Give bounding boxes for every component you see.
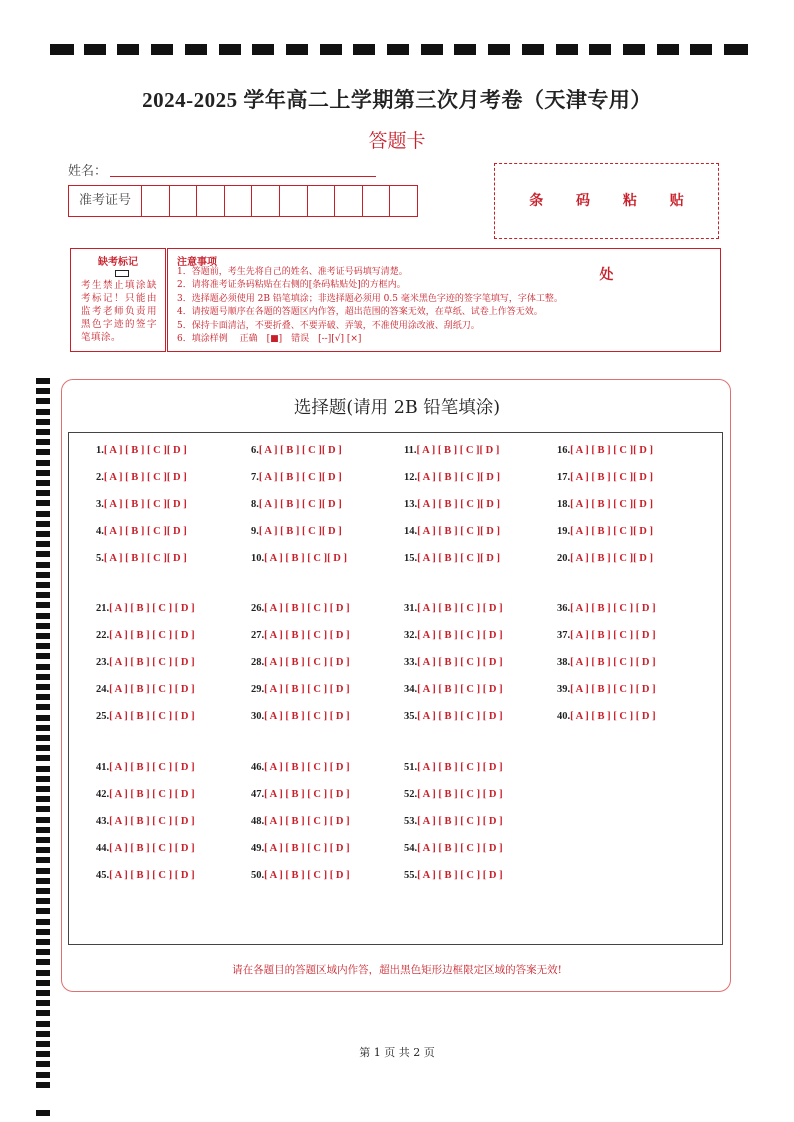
registration-mark: [36, 888, 50, 894]
answer-options[interactable]: [ A ] [ B ] [ C ][ D ]: [570, 445, 653, 456]
question-number: 13.: [404, 499, 418, 510]
registration-mark: [36, 919, 50, 925]
answer-options[interactable]: [ A ] [ B ] [ C ] [ D ]: [109, 816, 195, 827]
question-number: 42.: [96, 789, 110, 800]
question-number: 30.: [251, 711, 265, 722]
answer-options[interactable]: [ A ] [ B ] [ C ] [ D ]: [417, 603, 503, 614]
answer-options[interactable]: [ A ] [ B ] [ C ][ D ]: [103, 553, 187, 564]
registration-mark: [36, 827, 50, 833]
registration-mark: [353, 44, 375, 55]
registration-mark: [151, 44, 173, 55]
notes-box: [167, 248, 721, 352]
question-2[interactable]: [96, 472, 187, 483]
answer-options[interactable]: [ A ] [ B ] [ C ] [ D ]: [570, 684, 656, 695]
question-7[interactable]: [251, 472, 342, 483]
question-number: 24.: [96, 684, 110, 695]
question-47[interactable]: [251, 789, 350, 800]
answer-options[interactable]: [ A ] [ B ] [ C ] [ D ]: [264, 657, 350, 668]
registration-mark: [623, 44, 645, 55]
answer-options[interactable]: [ A ] [ B ] [ C ][ D ]: [103, 472, 187, 483]
answer-options[interactable]: [ A ] [ B ] [ C ] [ D ]: [264, 603, 350, 614]
registration-mark: [36, 745, 50, 751]
registration-mark: [36, 602, 50, 608]
answer-options[interactable]: [ A ] [ B ] [ C ][ D ]: [264, 553, 347, 564]
question-34[interactable]: [404, 684, 503, 695]
registration-mark: [36, 1061, 50, 1067]
question-number: 27.: [251, 630, 265, 641]
registration-mark: [36, 980, 50, 986]
registration-mark: [454, 44, 476, 55]
question-17[interactable]: [557, 472, 653, 483]
answer-options[interactable]: [ A ] [ B ] [ C ] [ D ]: [264, 684, 350, 695]
question-3[interactable]: [96, 499, 187, 510]
question-41[interactable]: [96, 762, 195, 773]
registration-mark: [657, 44, 679, 55]
answer-options[interactable]: [ A ] [ B ] [ C ] [ D ]: [109, 762, 195, 773]
question-number: 54.: [404, 843, 418, 854]
question-37[interactable]: [557, 630, 656, 641]
answer-options[interactable]: [ A ] [ B ] [ C ] [ D ]: [417, 657, 503, 668]
question-52[interactable]: [404, 789, 503, 800]
question-1[interactable]: [96, 445, 187, 456]
answer-options[interactable]: [ A ] [ B ] [ C ][ D ]: [258, 526, 342, 537]
question-31[interactable]: [404, 603, 503, 614]
registration-mark: [36, 1082, 50, 1088]
question-23[interactable]: [96, 657, 195, 668]
question-number: 53.: [404, 816, 418, 827]
note-item: 3．选择题必须使用 2B 铅笔填涂；非选择题必须用 0.5 毫米黑色字迹的签字笔填写，字体工整。: [177, 293, 563, 304]
registration-mark: [36, 908, 50, 914]
question-number: 45.: [96, 870, 110, 881]
question-number: 33.: [404, 657, 418, 668]
registration-mark: [36, 766, 50, 772]
note-item: 1．答题前，考生先将自己的姓名、准考证号码填写清楚。: [177, 267, 408, 277]
registration-mark: [36, 857, 50, 863]
question-15[interactable]: [404, 553, 500, 564]
question-12[interactable]: [404, 472, 500, 483]
registration-mark: [36, 817, 50, 823]
registration-mark: [36, 470, 50, 476]
registration-mark: [556, 44, 578, 55]
question-number: 36.: [557, 603, 571, 614]
barcode-area: [494, 163, 719, 283]
question-number: 1.: [96, 445, 104, 456]
question-25[interactable]: [96, 711, 195, 722]
answer-options[interactable]: [ A ] [ B ] [ C ][ D ]: [103, 526, 187, 537]
registration-mark: [36, 653, 50, 659]
question-number: 14.: [404, 526, 418, 537]
answer-options[interactable]: [ A ] [ B ] [ C ][ D ]: [417, 526, 500, 537]
registration-mark: [36, 837, 50, 843]
registration-mark: [36, 521, 50, 527]
registration-mark: [36, 796, 50, 802]
question-8[interactable]: [251, 499, 342, 510]
question-38[interactable]: [557, 657, 656, 668]
answer-options[interactable]: [ A ] [ B ] [ C ] [ D ]: [417, 816, 503, 827]
registration-mark: [36, 1000, 50, 1006]
answer-options[interactable]: [ A ] [ B ] [ C ] [ D ]: [264, 816, 350, 827]
answer-options[interactable]: [ A ] [ B ] [ C ][ D ]: [103, 499, 187, 510]
question-number: 52.: [404, 789, 418, 800]
exam-id-digit-box[interactable]: [335, 186, 363, 216]
registration-mark: [36, 929, 50, 935]
question-46[interactable]: [251, 762, 350, 773]
question-6[interactable]: [251, 445, 342, 456]
question-24[interactable]: [96, 684, 195, 695]
registration-mark: [36, 868, 50, 874]
registration-mark: [36, 878, 50, 884]
registration-mark: [36, 776, 50, 782]
question-45[interactable]: [96, 870, 195, 881]
answer-options[interactable]: [ A ] [ B ] [ C ][ D ]: [570, 553, 653, 564]
name-label: 姓名：: [68, 164, 108, 179]
question-55[interactable]: [404, 870, 503, 881]
page-number: 第 1 页 共 2 页: [359, 1046, 435, 1059]
question-number: 26.: [251, 603, 265, 614]
registration-mark: [36, 664, 50, 670]
question-20[interactable]: [557, 553, 653, 564]
registration-mark: [36, 531, 50, 537]
answer-options[interactable]: [ A ] [ B ] [ C ] [ D ]: [264, 789, 350, 800]
question-53[interactable]: [404, 816, 503, 827]
registration-mark: [36, 786, 50, 792]
answer-options[interactable]: [ A ] [ B ] [ C ][ D ]: [417, 472, 500, 483]
question-number: 51.: [404, 762, 418, 773]
answer-options[interactable]: [ A ] [ B ] [ C ] [ D ]: [109, 711, 195, 722]
question-number: 48.: [251, 816, 265, 827]
question-11[interactable]: [404, 445, 499, 456]
registration-mark: [219, 44, 241, 55]
question-number: 5.: [96, 553, 104, 564]
question-number: 37.: [557, 630, 571, 641]
answer-options[interactable]: [ A ] [ B ] [ C ][ D ]: [258, 499, 342, 510]
question-number: 29.: [251, 684, 265, 695]
registration-mark: [522, 44, 544, 55]
absent-mark-box: [70, 248, 166, 352]
registration-mark: [724, 44, 748, 55]
question-number: 22.: [96, 630, 110, 641]
question-number: 32.: [404, 630, 418, 641]
question-number: 19.: [557, 526, 571, 537]
registration-mark: [252, 44, 274, 55]
registration-mark: [36, 551, 50, 557]
exam-id-digit-box[interactable]: [363, 186, 391, 216]
question-27[interactable]: [251, 630, 350, 641]
answer-options[interactable]: [ A ] [ B ] [ C ][ D ]: [103, 445, 187, 456]
registration-mark: [320, 44, 342, 55]
absent-mark-title: 缺考标记: [98, 257, 138, 268]
exam-id-digit-box[interactable]: [225, 186, 253, 216]
answer-options[interactable]: [ A ] [ B ] [ C ] [ D ]: [570, 657, 656, 668]
registration-mark: [36, 419, 50, 425]
question-number: 46.: [251, 762, 265, 773]
exam-id-digit-box[interactable]: [170, 186, 198, 216]
question-number: 34.: [404, 684, 418, 695]
question-35[interactable]: [404, 711, 503, 722]
answer-options[interactable]: [ A ] [ B ] [ C ] [ D ]: [264, 870, 350, 881]
question-number: 38.: [557, 657, 571, 668]
registration-mark: [36, 847, 50, 853]
exam-id-digit-box[interactable]: [280, 186, 308, 216]
question-number: 21.: [96, 603, 110, 614]
registration-mark: [36, 439, 50, 445]
question-28[interactable]: [251, 657, 350, 668]
question-number: 44.: [96, 843, 110, 854]
question-50[interactable]: [251, 870, 350, 881]
exam-id-digit-box[interactable]: [390, 186, 417, 216]
question-42[interactable]: [96, 789, 195, 800]
registration-mark: [36, 582, 50, 588]
question-number: 17.: [557, 472, 571, 483]
question-32[interactable]: [404, 630, 503, 641]
registration-mark: [387, 44, 409, 55]
question-54[interactable]: [404, 843, 503, 854]
answer-options[interactable]: [ A ] [ B ] [ C ] [ D ]: [109, 630, 195, 641]
exam-id-digit-box[interactable]: [252, 186, 280, 216]
answer-options[interactable]: [ A ] [ B ] [ C ] [ D ]: [417, 843, 503, 854]
registration-mark: [36, 1021, 50, 1027]
registration-mark: [36, 990, 50, 996]
exam-id-digit-box[interactable]: [308, 186, 336, 216]
question-number: 35.: [404, 711, 418, 722]
registration-mark: [36, 562, 50, 568]
registration-mark: [36, 572, 50, 578]
answer-options[interactable]: [ A ] [ B ] [ C ] [ D ]: [109, 657, 195, 668]
answer-options[interactable]: [ A ] [ B ] [ C ] [ D ]: [264, 843, 350, 854]
exam-id-label: 准考证号: [69, 186, 142, 216]
answer-options[interactable]: [ A ] [ B ] [ C ][ D ]: [258, 445, 342, 456]
answer-options[interactable]: [ A ] [ B ] [ C ] [ D ]: [417, 711, 503, 722]
question-number: 43.: [96, 816, 110, 827]
note-item: 6．填涂样例 正确 [■] 错误 [--][√] [×]: [177, 334, 362, 345]
question-number: 31.: [404, 603, 418, 614]
top-registration-strip: [50, 44, 746, 56]
question-number: 16.: [557, 445, 571, 456]
choice-footer-warning: 请在各题目的答题区域内作答，超出黑色矩形边框限定区域的答案无效!: [232, 964, 562, 976]
registration-mark: [36, 460, 50, 466]
question-number: 49.: [251, 843, 265, 854]
registration-mark: [36, 1072, 50, 1078]
question-33[interactable]: [404, 657, 503, 668]
question-number: 9.: [251, 526, 259, 537]
registration-mark: [36, 674, 50, 680]
question-number: 15.: [404, 553, 418, 564]
question-number: 20.: [557, 553, 571, 564]
question-43[interactable]: [96, 816, 195, 827]
absent-mark-bubble[interactable]: [115, 270, 129, 277]
registration-mark: [36, 511, 50, 517]
registration-mark: [84, 44, 106, 55]
question-number: 47.: [251, 789, 265, 800]
registration-mark: [36, 898, 50, 904]
registration-mark: [36, 1110, 50, 1116]
notes-list: [177, 266, 563, 346]
question-48[interactable]: [251, 816, 350, 827]
registration-mark: [36, 1031, 50, 1037]
registration-mark: [589, 44, 611, 55]
registration-mark: [117, 44, 139, 55]
question-number: 7.: [251, 472, 259, 483]
exam-id-digit-box[interactable]: [142, 186, 170, 216]
answer-options[interactable]: [ A ] [ B ] [ C ][ D ]: [570, 499, 653, 510]
question-number: 4.: [96, 526, 104, 537]
registration-mark: [36, 500, 50, 506]
note-item: 5．保持卡面清洁，不要折叠、不要弄破、弄皱，不准使用涂改液、刮纸刀。: [177, 320, 480, 331]
question-4[interactable]: [96, 526, 187, 537]
registration-mark: [36, 643, 50, 649]
question-26[interactable]: [251, 603, 350, 614]
question-40[interactable]: [557, 711, 656, 722]
registration-mark: [36, 704, 50, 710]
registration-mark: [36, 449, 50, 455]
answer-options[interactable]: [ A ] [ B ] [ C ] [ D ]: [264, 762, 350, 773]
answer-options[interactable]: [ A ] [ B ] [ C ] [ D ]: [417, 870, 503, 881]
registration-mark: [36, 694, 50, 700]
registration-mark: [36, 684, 50, 690]
registration-mark: [286, 44, 308, 55]
question-number: 2.: [96, 472, 104, 483]
answer-options[interactable]: [ A ] [ B ] [ C ][ D ]: [570, 472, 653, 483]
question-10[interactable]: [251, 553, 347, 564]
question-16[interactable]: [557, 445, 653, 456]
registration-mark: [36, 725, 50, 731]
registration-mark: [421, 44, 443, 55]
exam-title: 2024-2025 学年高二上学期第三次月考卷（天津专用）: [142, 88, 652, 112]
question-number: 25.: [96, 711, 110, 722]
question-39[interactable]: [557, 684, 656, 695]
registration-mark: [36, 715, 50, 721]
registration-mark: [690, 44, 712, 55]
exam-id-digit-box[interactable]: [197, 186, 225, 216]
registration-mark: [488, 44, 510, 55]
choice-heading: 选择题(请用 2B 铅笔填涂): [293, 398, 501, 418]
notes-title: 注意事项: [177, 257, 217, 268]
answer-options[interactable]: [ A ] [ B ] [ C ] [ D ]: [109, 843, 195, 854]
answer-options[interactable]: [ A ] [ B ] [ C ] [ D ]: [264, 630, 350, 641]
registration-mark: [36, 806, 50, 812]
answer-options[interactable]: [ A ] [ B ] [ C ] [ D ]: [109, 870, 195, 881]
answer-options[interactable]: [ A ] [ B ] [ C ][ D ]: [570, 526, 653, 537]
registration-mark: [36, 378, 50, 384]
question-29[interactable]: [251, 684, 350, 695]
registration-mark: [36, 541, 50, 547]
registration-mark: [36, 613, 50, 619]
answer-options[interactable]: [ A ] [ B ] [ C ] [ D ]: [417, 762, 503, 773]
absent-mark-description: 考生禁止填涂缺考标记！只能由监考老师负责用黑色字迹的签字笔填涂。: [81, 280, 157, 343]
registration-mark: [36, 429, 50, 435]
answer-options[interactable]: [ A ] [ B ] [ C ][ D ]: [417, 553, 500, 564]
question-number: 39.: [557, 684, 571, 695]
registration-mark: [36, 735, 50, 741]
question-49[interactable]: [251, 843, 350, 854]
question-number: 55.: [404, 870, 418, 881]
question-22[interactable]: [96, 630, 195, 641]
answer-options[interactable]: [ A ] [ B ] [ C ][ D ]: [258, 472, 342, 483]
registration-mark: [36, 949, 50, 955]
note-item: 4．请按题号顺序在各题的答题区内作答，超出范围的答案无效，在草纸、试卷上作答无效。: [177, 307, 543, 318]
registration-mark: [36, 939, 50, 945]
registration-mark: [50, 44, 74, 55]
answer-options[interactable]: [ A ] [ B ] [ C ] [ D ]: [264, 711, 350, 722]
registration-mark: [36, 592, 50, 598]
choice-answer-grid: [68, 432, 723, 945]
question-number: 40.: [557, 711, 571, 722]
registration-mark: [36, 633, 50, 639]
question-51[interactable]: [404, 762, 503, 773]
question-14[interactable]: [404, 526, 500, 537]
barcode-label: 条 码 粘 贴 处: [529, 193, 698, 283]
question-number: 11.: [404, 445, 417, 456]
answer-options[interactable]: [ A ] [ B ] [ C ][ D ]: [417, 499, 500, 510]
question-5[interactable]: [96, 553, 187, 564]
question-13[interactable]: [404, 499, 500, 510]
registration-mark: [36, 490, 50, 496]
question-number: 50.: [251, 870, 265, 881]
answer-options[interactable]: [ A ] [ B ] [ C ] [ D ]: [109, 789, 195, 800]
answer-options[interactable]: [ A ] [ B ] [ C ] [ D ]: [109, 603, 195, 614]
answer-options[interactable]: [ A ] [ B ] [ C ][ D ]: [416, 445, 500, 456]
answer-options[interactable]: [ A ] [ B ] [ C ] [ D ]: [570, 630, 656, 641]
question-number: 3.: [96, 499, 104, 510]
question-number: 12.: [404, 472, 418, 483]
exam-id-field[interactable]: [68, 185, 418, 217]
answer-options[interactable]: [ A ] [ B ] [ C ] [ D ]: [417, 789, 503, 800]
question-21[interactable]: [96, 603, 195, 614]
registration-mark: [36, 480, 50, 486]
question-number: 6.: [251, 445, 259, 456]
question-number: 18.: [557, 499, 571, 510]
note-item: 2．请将准考证条码粘贴在右侧的[条码粘贴处]的方框内。: [177, 280, 406, 291]
question-19[interactable]: [557, 526, 653, 537]
answer-options[interactable]: [ A ] [ B ] [ C ] [ D ]: [109, 684, 195, 695]
question-18[interactable]: [557, 499, 653, 510]
question-30[interactable]: [251, 711, 350, 722]
question-number: 41.: [96, 762, 110, 773]
question-9[interactable]: [251, 526, 342, 537]
answer-sheet-title: 答题卡: [368, 130, 426, 152]
question-number: 8.: [251, 499, 259, 510]
registration-mark: [36, 755, 50, 761]
registration-mark: [185, 44, 207, 55]
question-number: 10.: [251, 553, 265, 564]
answer-options[interactable]: [ A ] [ B ] [ C ] [ D ]: [417, 684, 503, 695]
question-44[interactable]: [96, 843, 195, 854]
question-number: 28.: [251, 657, 265, 668]
question-number: 23.: [96, 657, 110, 668]
name-field[interactable]: [110, 176, 376, 177]
question-36[interactable]: [557, 603, 656, 614]
answer-options[interactable]: [ A ] [ B ] [ C ] [ D ]: [570, 711, 656, 722]
answer-options[interactable]: [ A ] [ B ] [ C ] [ D ]: [417, 630, 503, 641]
registration-mark: [36, 1010, 50, 1016]
registration-mark: [36, 623, 50, 629]
answer-options[interactable]: [ A ] [ B ] [ C ] [ D ]: [570, 603, 656, 614]
